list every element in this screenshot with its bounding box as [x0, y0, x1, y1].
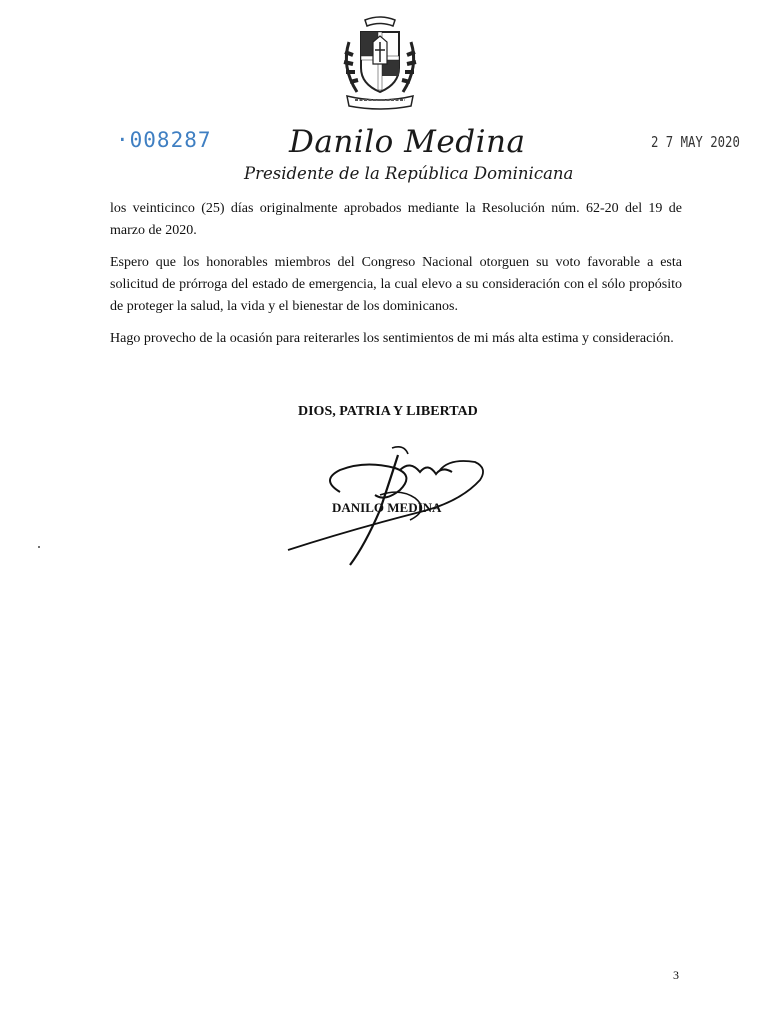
handwritten-signature [280, 440, 495, 570]
scan-speck [38, 546, 40, 548]
body-paragraph-3: Hago provecho de la ocasión para reiterarles los sentimientos de mi más alta estima y consideración. [110, 331, 674, 346]
letterhead-title: Presidente de la República Dominicana [244, 164, 574, 183]
signer-name: DANILO MEDINA [332, 500, 442, 515]
page-number: 3 [673, 968, 679, 982]
body-paragraph-1: los veinticinco (25) días originalmente aprobados mediante la Resolución núm. 62-20 del 19 de marzo de 2020. [110, 201, 682, 238]
closing-motto: DIOS, PATRIA Y LIBERTAD [298, 404, 478, 419]
received-stamp-date: 2 7 MAY 2020 [651, 133, 740, 151]
letterhead-name: Danilo Medina [289, 124, 526, 160]
received-stamp-number: ·008287 [116, 128, 212, 152]
body-paragraph-2: Espero que los honorables miembros del Congreso Nacional otorguen su voto favorable a esta solicitud de prórroga del estado de emergencia, la cual elevo a su consideración con el sólo propósito de proteger la salud, la vida y el bienestar de los dominicanos. [110, 255, 682, 314]
coat-of-arms-icon [335, 12, 425, 110]
